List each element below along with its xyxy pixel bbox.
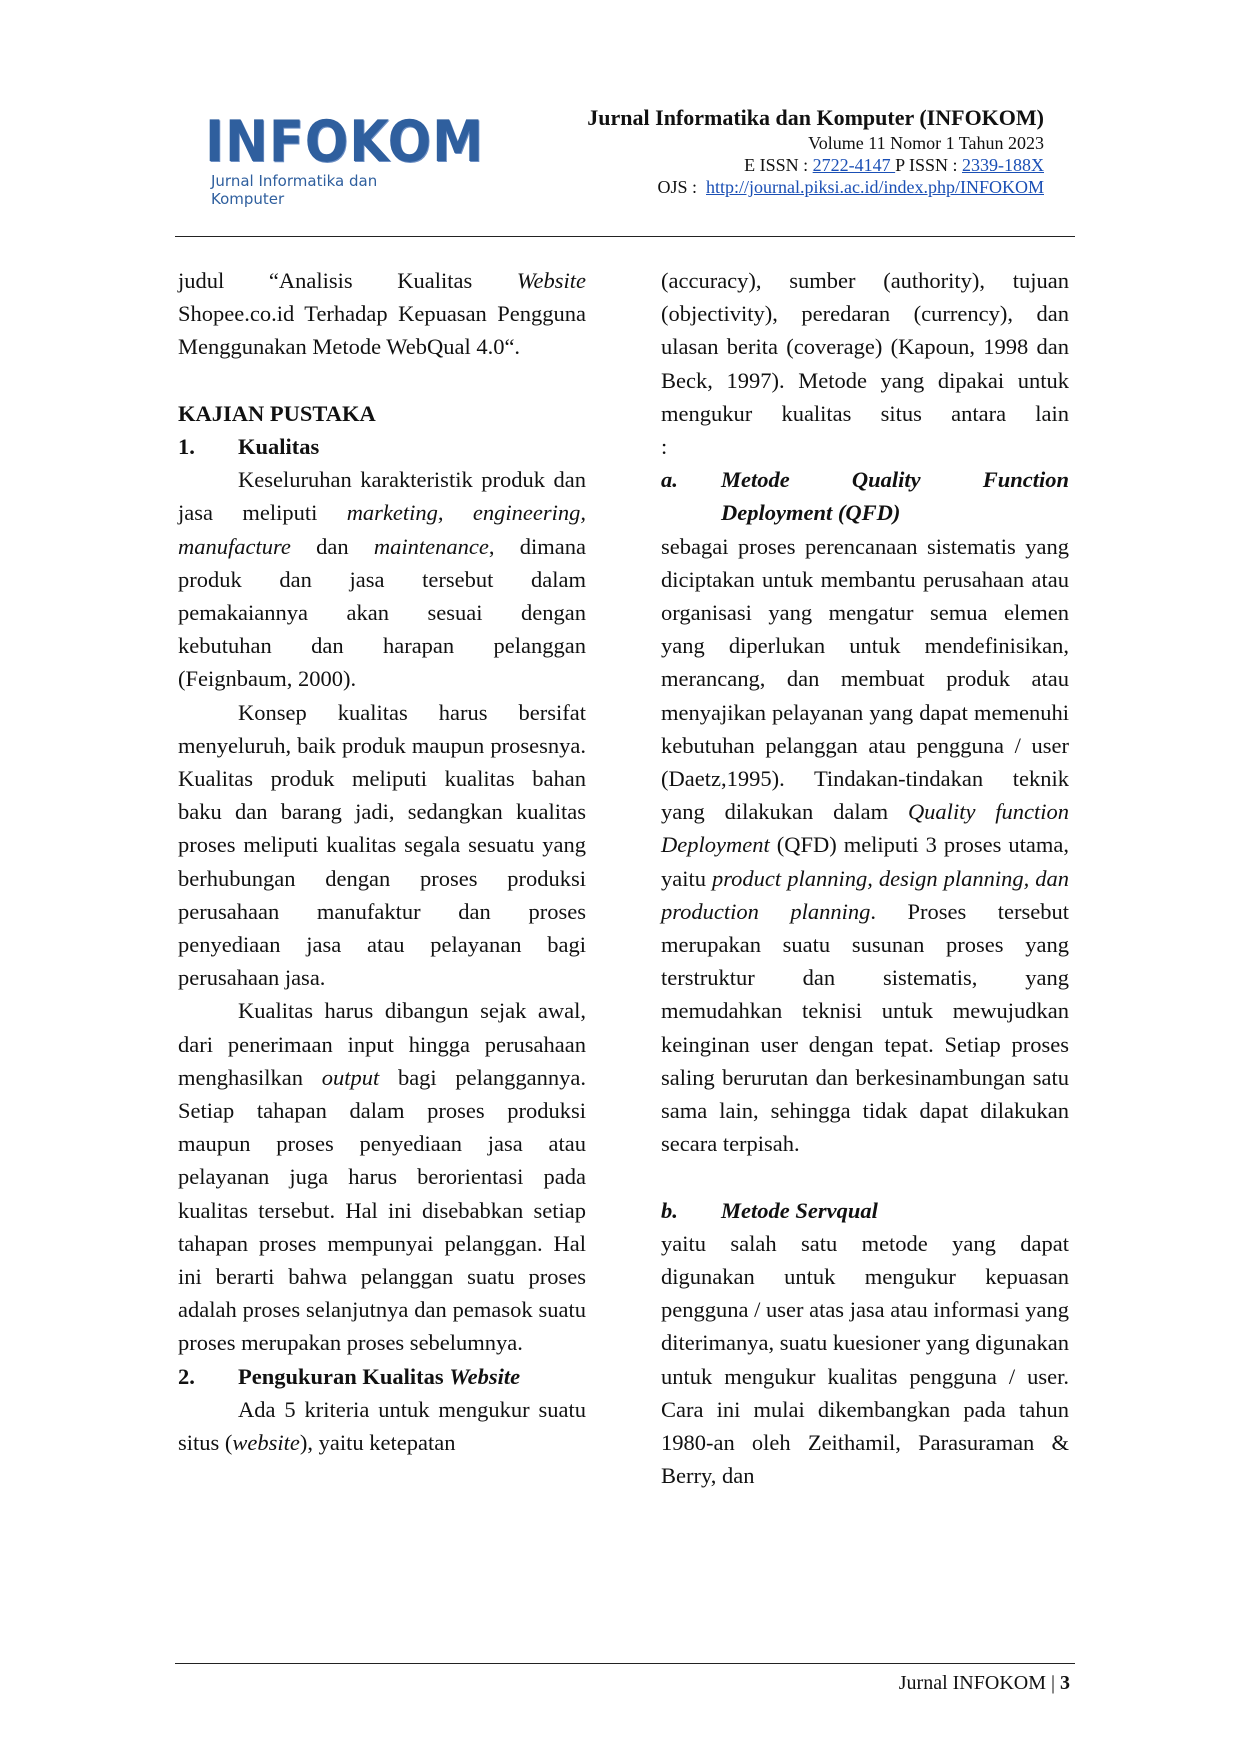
ojs-line xyxy=(587,176,1044,198)
text: (QFD) meliputi 3 proses utama, yaitu xyxy=(661,832,1069,891)
subheading-number: b. xyxy=(661,1197,678,1223)
footer-journal: Jurnal INFOKOM xyxy=(898,1672,1046,1694)
subheading-qfd xyxy=(661,463,1069,529)
italic-text: product planning, design planning, dan production planning xyxy=(661,865,1069,924)
page-number: 3 xyxy=(1060,1672,1070,1694)
journal-title: Jurnal Informatika dan Komputer (INFOKOM) xyxy=(587,105,1044,130)
issn-line xyxy=(587,154,1044,176)
pissn-label: P ISSN : xyxy=(895,155,962,175)
pissn-link[interactable]: 2339-188X xyxy=(962,155,1044,175)
text: dan xyxy=(290,533,374,559)
intro-italic: Website xyxy=(516,268,586,293)
eissn-label: E ISSN : xyxy=(744,155,813,175)
footer-rule xyxy=(175,1663,1075,1664)
paragraph xyxy=(178,463,586,695)
eissn-link[interactable]: 2722-4147 xyxy=(812,155,896,175)
italic-text: website xyxy=(232,1430,300,1456)
text: bagi pelanggannya. Setiap tahapan dalam proses produksi maupun proses penyediaan jasa atau pelayanan juga harus berorientasi pada kualitas tersebut. Hal ini disebabkan setiap tahapan proses mempunyai pelanggan. Hal ini berarti bahwa pelanggan suatu proses adalah proses selanjutnya dan pemasok suatu proses merupakan proses sebelumnya. xyxy=(178,1064,586,1356)
paragraph xyxy=(661,530,1069,1161)
text: . Proses tersebut merupakan suatu susunan proses yang terstruktur dan sistematis, yang memudahkan teknisi untuk mewujudkan keinginan user dengan tepat. Setiap proses saling berurutan dan berkesinambungan satu sama lain, sehingga tidak dapat dilakukan secara terpisah. xyxy=(661,898,1069,1157)
footer-separator: | xyxy=(1045,1672,1060,1694)
subheading-title: Metode Quality Function Deployment (QFD) xyxy=(721,467,1069,526)
header-rule xyxy=(175,236,1075,237)
intro-paragraph xyxy=(178,264,586,364)
text: , dimana produk dan jasa tersebut dalam pemakaiannya akan sesuai dengan kebutuhan dan harapan pelanggan (Feignbaum, 2000). xyxy=(178,533,586,692)
left-column xyxy=(178,264,586,1459)
intro-text-2: Shopee.co.id Terhadap Kepuasan Pengguna Menggunakan Metode WebQual 4.0“. xyxy=(178,301,586,360)
heading-number: 2. xyxy=(178,1363,195,1389)
text: ), yaitu ketepatan xyxy=(299,1430,456,1456)
heading-number: 1. xyxy=(178,434,195,459)
ojs-link[interactable]: http://journal.piksi.ac.id/index.php/INFOKOM xyxy=(706,177,1044,197)
logo-text: INFOKOM xyxy=(205,109,485,175)
text: Ada 5 kriteria untuk mengukur suatu situs ( xyxy=(178,1396,586,1456)
subheading-title: Metode Servqual xyxy=(721,1197,878,1223)
journal-volume: Volume 11 Nomor 1 Tahun 2023 xyxy=(808,133,1044,153)
text: Kualitas harus dibangun sejak awal, dari penerimaan input hingga perusahaan menghasilkan xyxy=(178,998,586,1090)
italic-text: marketing, engineering, manufacture xyxy=(178,500,586,559)
paragraph: yaitu salah satu metode yang dapat digunakan untuk mengukur kepuasan pengguna / user atas jasa atau informasi yang diterimanya, suatu kuesioner yang digunakan untuk mengukur kualitas pengguna / user. Cara ini mulai dikembangkan pada tahun 1980-an oleh Zeithamil, Parasuraman & Berry, dan xyxy=(661,1230,1070,1489)
paragraph: (accuracy), sumber (authority), tujuan (objectivity), peredaran (currency), dan ulasan berita (coverage) (Kapoun, 1998 dan Beck, 1997). Metode yang dipakai untuk mengukur kualitas situs antara lain xyxy=(661,268,1069,426)
paragraph xyxy=(178,1393,586,1459)
heading-title: Kualitas xyxy=(238,434,320,459)
paragraph: Konsep kualitas harus bersifat menyeluruh, baik produk maupun prosesnya. Kualitas produk meliputi kualitas bahan baku dan barang jadi, sedangkan kualitas proses meliputi kualitas segala sesuatu yang berhubungan dengan proses produksi perusahaan manufaktur dan proses penyediaan jasa atau pelayanan bagi perusahaan jasa. xyxy=(178,699,586,991)
spacer xyxy=(178,364,586,397)
section-heading: KAJIAN PUSTAKA xyxy=(178,400,376,426)
logo-subtitle: Jurnal Informatika dan Komputer xyxy=(211,172,378,208)
heading-pengukuran xyxy=(178,1360,586,1393)
heading-title: Pengukuran Kualitas xyxy=(238,1363,450,1389)
journal-header xyxy=(587,104,1044,198)
subheading-number: a. xyxy=(661,467,678,493)
subheading-servqual xyxy=(661,1194,1069,1227)
heading-italic: Website xyxy=(449,1363,521,1389)
journal-logo xyxy=(205,109,485,208)
colon: : xyxy=(661,434,668,460)
ojs-label: OJS : xyxy=(657,177,702,197)
right-column xyxy=(661,264,1069,1493)
italic-text: Quality function Deployment xyxy=(661,799,1069,858)
heading-kualitas xyxy=(178,430,586,463)
text: sebagai proses perencanaan sistematis yang diciptakan untuk membantu perusahaan atau organisasi yang mengatur semua elemen yang diperlukan untuk mendefinisikan, merancang, dan membuat produk atau menyajikan pelayanan yang dapat memenuhi kebutuhan pelanggan atau pengguna / user (Daetz,1995). Tindakan-tindakan teknik yang dilakukan dalam xyxy=(661,533,1069,825)
text: Keseluruhan karakteristik produk dan jasa meliputi xyxy=(178,467,586,526)
intro-text: judul “Analisis Kualitas xyxy=(178,268,517,293)
page-footer xyxy=(899,1672,1070,1695)
paragraph xyxy=(178,994,586,1359)
italic-text: output xyxy=(321,1064,380,1090)
spacer xyxy=(661,1160,1069,1193)
italic-text: maintenance xyxy=(373,533,489,559)
